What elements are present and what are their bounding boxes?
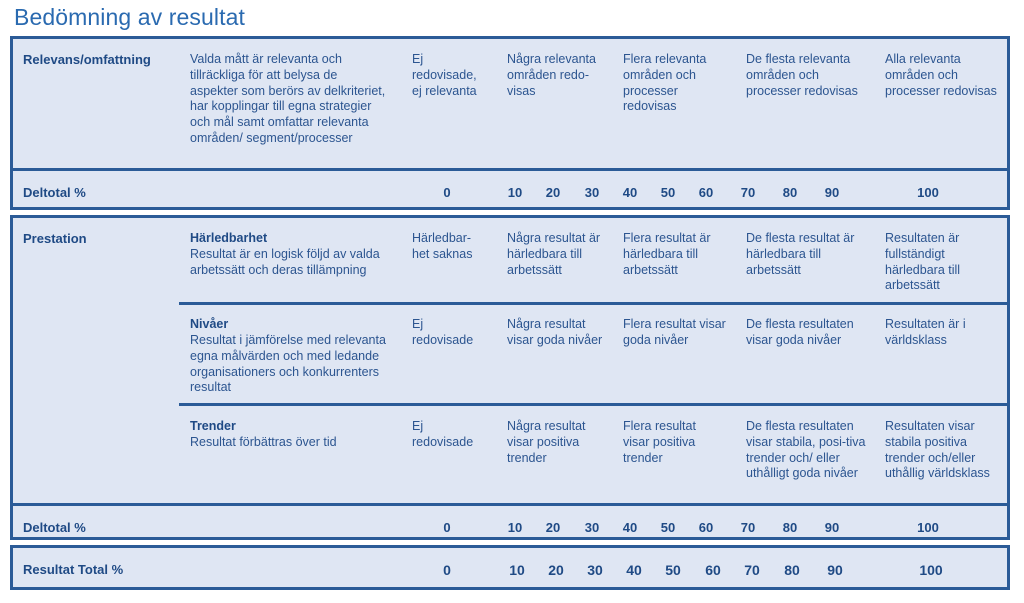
score-40: 40 bbox=[622, 520, 638, 535]
harledbarhet-level-2: Flera resultat är härledbara till arbetssätt bbox=[623, 231, 711, 277]
harledbarhet-level-1: Några resultat är härledbara till arbetssätt bbox=[507, 231, 601, 277]
nivaer-title: Nivåer bbox=[190, 317, 229, 331]
score-50: 50 bbox=[660, 185, 676, 200]
page-title: Bedömning av resultat bbox=[14, 4, 245, 30]
deltotal-label: Deltotal % bbox=[23, 185, 86, 200]
nivaer-level-2: Flera resultat visar goda nivåer bbox=[623, 317, 726, 347]
harledbarhet-title: Härledbarhet bbox=[190, 231, 268, 245]
total-score-10: 10 bbox=[509, 562, 525, 578]
relevans-level-0: Ej redovisade, ej relevanta bbox=[412, 52, 477, 98]
score-20: 20 bbox=[545, 185, 561, 200]
total-score-30: 30 bbox=[587, 562, 603, 578]
trender-level-3: De flesta resultaten visar stabila, posi-tiva trender och/ eller uthålligt goda nivåer bbox=[746, 419, 866, 481]
relevans-label: Relevans/omfattning bbox=[23, 52, 151, 67]
score-60: 60 bbox=[698, 185, 714, 200]
score-30: 30 bbox=[584, 520, 600, 535]
total-score-80: 80 bbox=[784, 562, 800, 578]
total-score-0: 0 bbox=[443, 562, 451, 578]
divider bbox=[179, 403, 1007, 406]
prestation-label: Prestation bbox=[23, 231, 87, 246]
divider bbox=[179, 302, 1007, 305]
nivaer-level-0: Ej redovisade bbox=[412, 317, 474, 347]
trender-level-2: Flera resultat visar positiva trender bbox=[623, 419, 696, 465]
total-score-70: 70 bbox=[744, 562, 760, 578]
score-40: 40 bbox=[622, 185, 638, 200]
total-score-20: 20 bbox=[548, 562, 564, 578]
trender-description: Resultat förbättras över tid bbox=[190, 435, 337, 449]
total-score-40: 40 bbox=[626, 562, 642, 578]
divider bbox=[13, 168, 1007, 171]
relevans-level-2: Flera relevanta områden och processer redovisas bbox=[623, 52, 707, 114]
score-80: 80 bbox=[782, 185, 798, 200]
total-score-90: 90 bbox=[827, 562, 843, 578]
relevans-description: Valda mått är relevanta och tillräckliga för att belysa de aspekter som berörs av delkriteriet, har kopplingar till egna strategier och mål samt omfattar relevanta områden/ segment/processer bbox=[190, 52, 386, 145]
relevans-level-1: Några relevanta områden redo-visas bbox=[507, 52, 596, 98]
total-score-100: 100 bbox=[919, 562, 943, 578]
score-0: 0 bbox=[443, 520, 451, 535]
nivaer-level-1: Några resultat visar goda nivåer bbox=[507, 317, 603, 347]
score-90: 90 bbox=[824, 520, 840, 535]
score-70: 70 bbox=[740, 520, 756, 535]
nivaer-level-3: De flesta resultaten visar goda nivåer bbox=[746, 317, 854, 347]
relevans-level-4: Alla relevanta områden och processer redovisas bbox=[885, 52, 997, 98]
harledbarhet-level-0: Härledbar-het saknas bbox=[412, 231, 473, 261]
trender-level-0: Ej redovisade bbox=[412, 419, 474, 449]
score-20: 20 bbox=[545, 520, 561, 535]
score-50: 50 bbox=[660, 520, 676, 535]
score-90: 90 bbox=[824, 185, 840, 200]
score-100: 100 bbox=[917, 185, 939, 200]
score-70: 70 bbox=[740, 185, 756, 200]
score-100: 100 bbox=[917, 520, 939, 535]
nivaer-description: Resultat i jämförelse med relevanta egna målvärden och med ledande organisationers och konkurrenters resultat bbox=[190, 333, 386, 395]
score-30: 30 bbox=[584, 185, 600, 200]
prestation-section bbox=[10, 215, 1010, 540]
score-10: 10 bbox=[507, 520, 523, 535]
relevans-section bbox=[10, 36, 1010, 210]
trender-level-1: Några resultat visar positiva trender bbox=[507, 419, 586, 465]
score-80: 80 bbox=[782, 520, 798, 535]
harledbarhet-level-4: Resultaten är fullständigt härledbara till arbetssätt bbox=[885, 231, 961, 293]
total-section bbox=[10, 545, 1010, 590]
score-60: 60 bbox=[698, 520, 714, 535]
score-10: 10 bbox=[507, 185, 523, 200]
relevans-level-3: De flesta relevanta områden och processer redovisas bbox=[746, 52, 858, 98]
deltotal-label: Deltotal % bbox=[23, 520, 86, 535]
harledbarhet-description: Resultat är en logisk följd av valda arbetssätt och deras tillämpning bbox=[190, 247, 380, 277]
trender-level-4: Resultaten visar stabila positiva trender och/eller uthållig världsklass bbox=[885, 419, 990, 481]
nivaer-level-4: Resultaten är i världsklass bbox=[885, 317, 966, 347]
divider bbox=[13, 503, 1007, 506]
score-0: 0 bbox=[443, 185, 451, 200]
total-score-50: 50 bbox=[665, 562, 681, 578]
harledbarhet-level-3: De flesta resultat är härledbara till arbetssätt bbox=[746, 231, 855, 277]
total-score-60: 60 bbox=[705, 562, 721, 578]
total-label: Resultat Total % bbox=[23, 562, 124, 577]
trender-title: Trender bbox=[190, 419, 236, 433]
